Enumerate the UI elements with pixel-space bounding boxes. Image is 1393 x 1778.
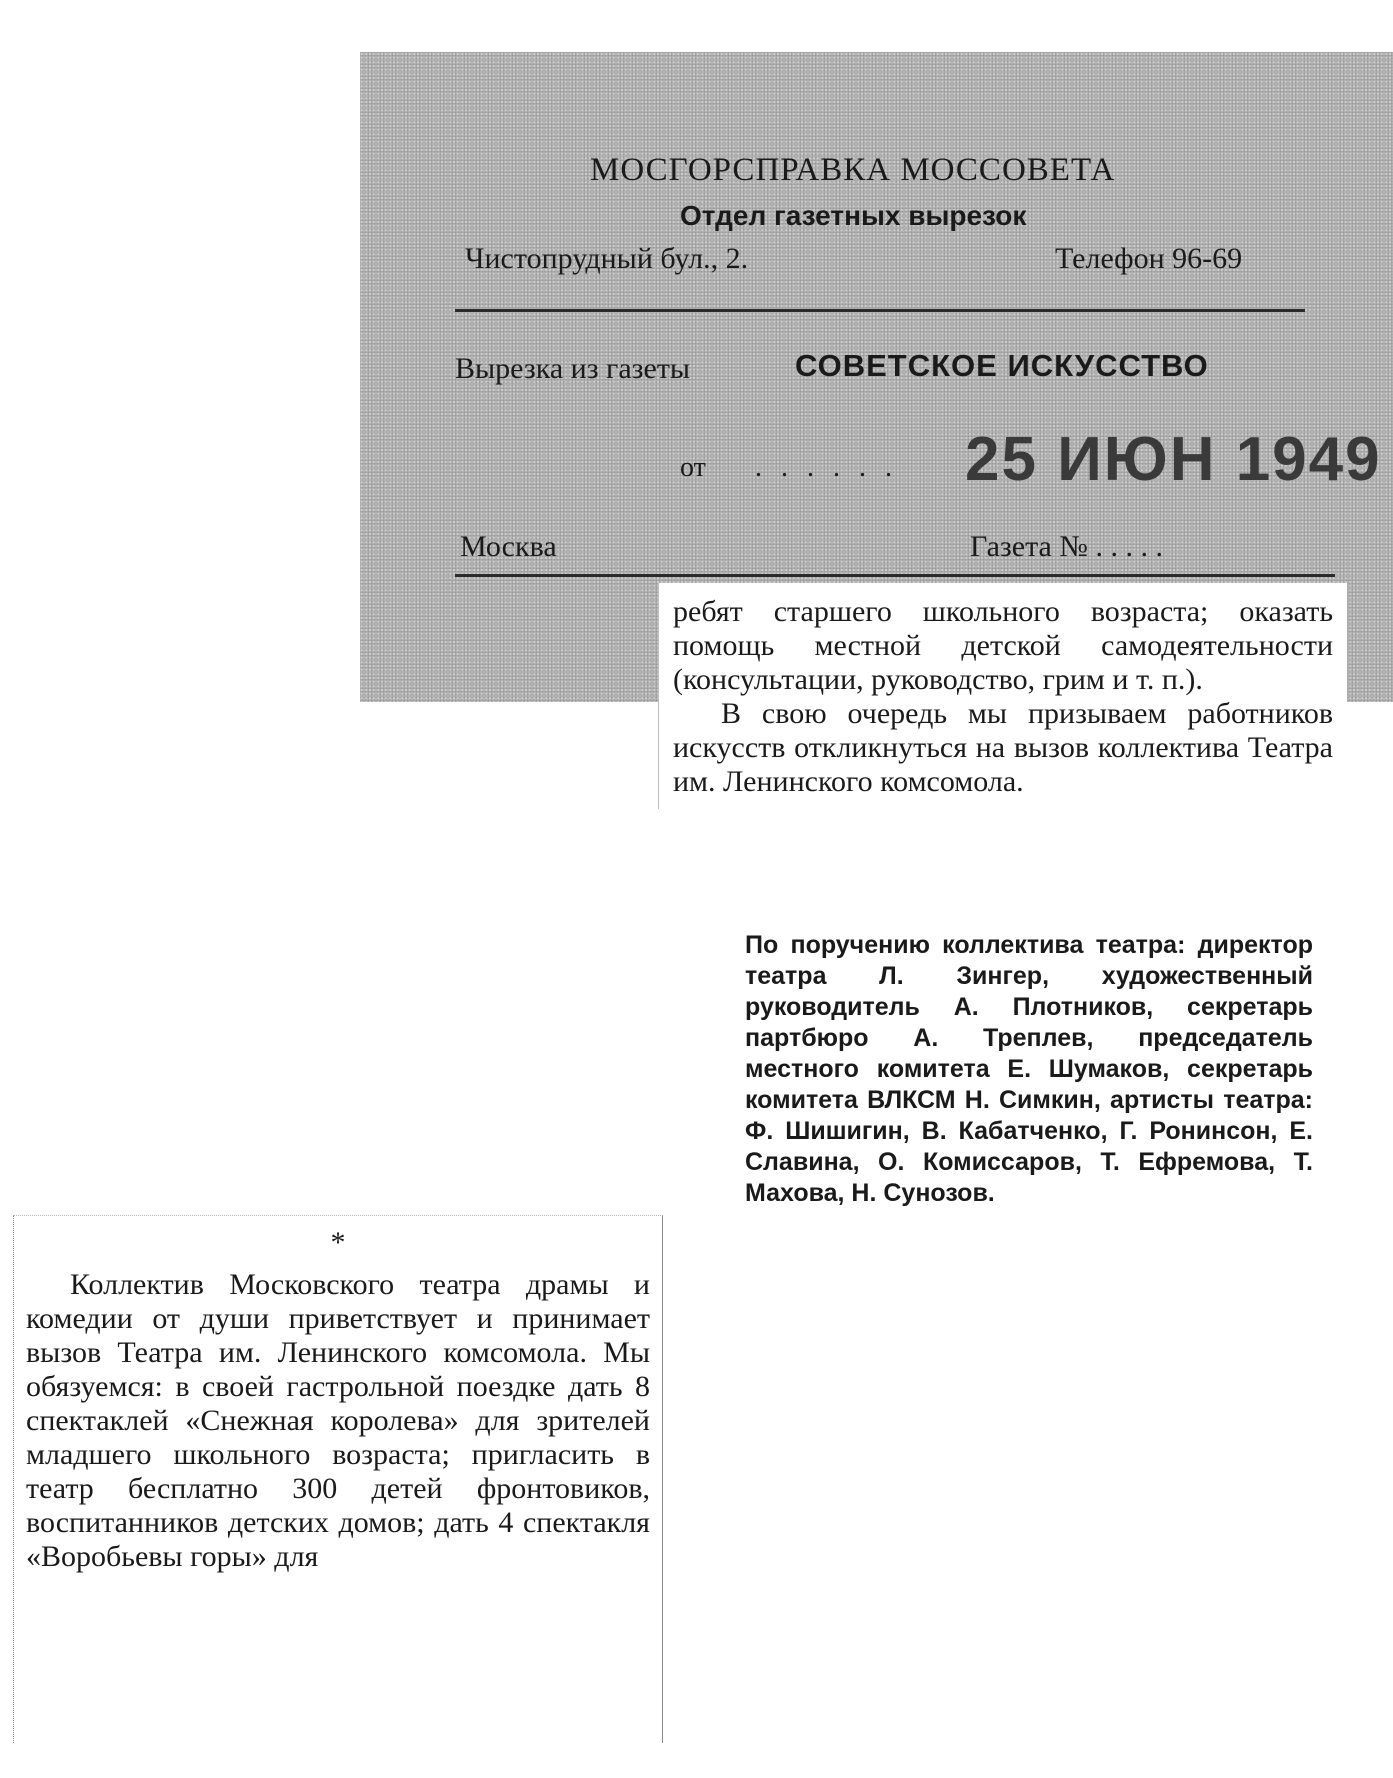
article-column-right — [658, 583, 1347, 809]
bottom-divider-line — [455, 574, 1335, 577]
section-separator: * — [330, 1226, 346, 1259]
issue-number-label: Газета № . . . . . — [970, 530, 1163, 563]
divider-line — [455, 309, 1305, 312]
agency-phone: Телефон 96-69 — [1055, 242, 1243, 275]
article-paragraph: Коллектив Московского театра драмы и комедии от души приветствует и принимает вызов Театра им. Ленинского комсомола. Мы обязуемся: в своей гастрольной поездке дать 8 спектаклей «Снежная королева» для зрителей младшего школьного возраста; пригласить в театр бесплатно 300 детей фронтовиков, воспитанников детских домов; дать 4 спектакля «Воробьевы горы» для — [26, 1268, 650, 1573]
city-label: Москва — [460, 530, 557, 563]
article-paragraph: В свою очередь мы призываем работников искусств откликнуться на вызов коллектива Театра им. Ленинского комсомола. — [673, 697, 1333, 798]
agency-address: Чистопрудный бул., 2. — [465, 242, 749, 275]
signatures-block — [745, 930, 1313, 1209]
article-column-left — [13, 1215, 663, 1743]
agency-name: МОСГОРСПРАВКА МОССОВЕТА — [590, 152, 1116, 188]
date-from-label: от — [680, 452, 706, 483]
department-name: Отдел газетных вырезок — [680, 200, 1027, 231]
article-paragraph: ребят старшего школьного возраста; оказать помощь местной детской самодеятельности (консультации, руководство, грим и т. п.). — [673, 595, 1333, 696]
date-stamp: 25 ИЮН 1949 — [965, 425, 1382, 494]
clip-source-label: Вырезка из газеты — [455, 352, 691, 385]
date-placeholder-dots: . . . . . . — [755, 452, 898, 483]
signatures-text: По поручению коллектива театра: директор театра Л. Зингер, художественный руководитель А. Плотников, секретарь партбюро А. Треплев, председатель местного комитета Е. Шумаков, секретарь комитета ВЛКСМ Н. Симкин, артисты театра: Ф. Шишигин, В. Кабатченко, Г. Ронинсон, Е. Славина, О. Комиссаров, Т. Ефремова, Т. Махова, Н. Сунозов. — [745, 931, 1313, 1207]
newspaper-name: СОВЕТСКОЕ ИСКУССТВО — [795, 348, 1209, 383]
